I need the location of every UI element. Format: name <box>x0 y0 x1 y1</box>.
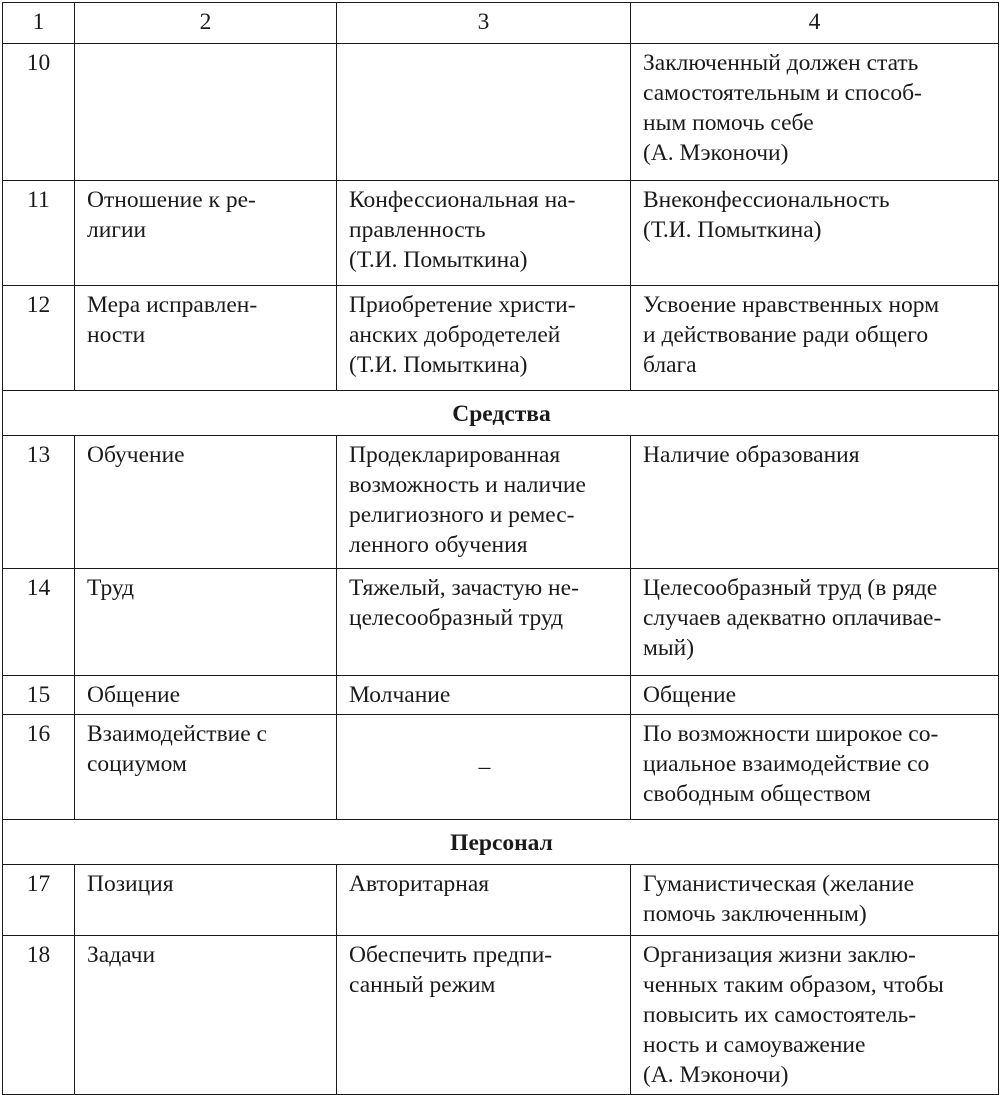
cell-old-system: – <box>337 715 631 820</box>
cell-new-system: Целесообразный труд (в ряде случаев адекватно оплачивае- мый) <box>631 569 999 676</box>
section-heading-staff: Персонал <box>3 820 999 865</box>
cell-criterion: Задачи <box>75 936 337 1095</box>
header-col-4: 4 <box>631 3 999 44</box>
row-number: 10 <box>3 44 75 181</box>
table-row <box>3 286 999 391</box>
cell-old-system: Тяжелый, зачастую не- целесообразный труд <box>337 569 631 676</box>
cell-new-system: Организация жизни заклю- ченных таким образом, чтобы повысить их самостоятель- ность и самоуважение (А. Мэконочи) <box>631 936 999 1095</box>
section-row <box>3 820 999 865</box>
table-row <box>3 715 999 820</box>
table-row <box>3 936 999 1095</box>
cell-criterion <box>75 44 337 181</box>
header-col-1: 1 <box>3 3 75 44</box>
cell-old-system: Молчание <box>337 676 631 715</box>
cell-old-system: Авторитарная <box>337 865 631 936</box>
comparison-table <box>2 2 999 1095</box>
cell-old-system: Приобретение христи- анских добродетелей (Т.И. Помыткина) <box>337 286 631 391</box>
row-number: 14 <box>3 569 75 676</box>
cell-new-system: Усвоение нравственных норм и действование ради общего блага <box>631 286 999 391</box>
cell-old-system: Обеспечить предпи- санный режим <box>337 936 631 1095</box>
row-number: 15 <box>3 676 75 715</box>
cell-criterion: Обучение <box>75 436 337 569</box>
row-number: 11 <box>3 181 75 286</box>
table-row <box>3 436 999 569</box>
cell-new-system: Внеконфессиональность (Т.И. Помыткина) <box>631 181 999 286</box>
row-number: 13 <box>3 436 75 569</box>
cell-new-system: Наличие образования <box>631 436 999 569</box>
cell-criterion: Общение <box>75 676 337 715</box>
cell-old-system: Конфессиональная на- правленность (Т.И. Помыткина) <box>337 181 631 286</box>
cell-new-system: По возможности широкое со- циальное взаимодействие со свободным обществом <box>631 715 999 820</box>
table-row <box>3 569 999 676</box>
cell-new-system: Общение <box>631 676 999 715</box>
cell-old-system <box>337 44 631 181</box>
section-heading-means: Средства <box>3 391 999 436</box>
cell-old-system: Продекларированная возможность и наличие религиозного и ремес- ленного обучения <box>337 436 631 569</box>
table-row <box>3 865 999 936</box>
cell-criterion: Взаимодействие с социумом <box>75 715 337 820</box>
cell-criterion: Мера исправлен- ности <box>75 286 337 391</box>
row-number: 17 <box>3 865 75 936</box>
header-row <box>3 3 999 44</box>
section-row <box>3 391 999 436</box>
cell-criterion: Позиция <box>75 865 337 936</box>
header-col-3: 3 <box>337 3 631 44</box>
table-row <box>3 676 999 715</box>
table-row <box>3 44 999 181</box>
cell-criterion: Труд <box>75 569 337 676</box>
cell-new-system: Заключенный должен стать самостоятельным и способ- ным помочь себе (А. Мэконочи) <box>631 44 999 181</box>
table-row <box>3 181 999 286</box>
row-number: 16 <box>3 715 75 820</box>
cell-criterion: Отношение к ре- лигии <box>75 181 337 286</box>
header-col-2: 2 <box>75 3 337 44</box>
cell-new-system: Гуманистическая (желание помочь заключенным) <box>631 865 999 936</box>
row-number: 12 <box>3 286 75 391</box>
row-number: 18 <box>3 936 75 1095</box>
